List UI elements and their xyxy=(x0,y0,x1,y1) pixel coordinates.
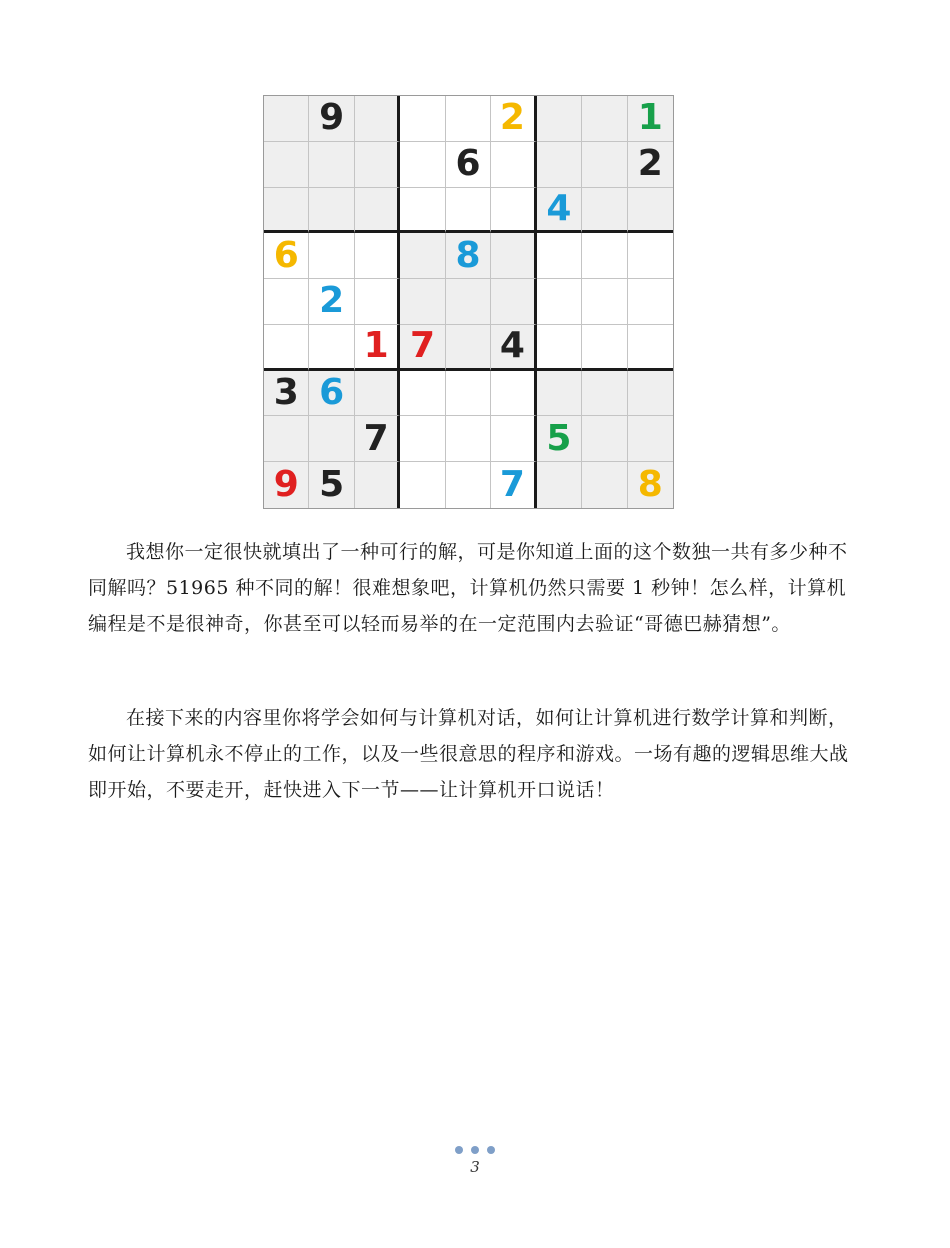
sudoku-cell: 2 xyxy=(309,279,354,325)
sudoku-cell: 9 xyxy=(309,96,354,142)
sudoku-cell xyxy=(446,462,491,508)
footer-dots-ornament xyxy=(0,1146,950,1154)
footer-dot xyxy=(471,1146,479,1154)
sudoku-cell xyxy=(446,371,491,417)
sudoku-cell xyxy=(446,279,491,325)
sudoku-cell xyxy=(628,371,673,417)
sudoku-cell xyxy=(628,325,673,371)
sudoku-cell xyxy=(264,188,309,234)
sudoku-cell: 7 xyxy=(491,462,536,508)
paragraph-sudoku-solutions: 我想你一定很快就填出了一种可行的解，可是你知道上面的这个数独一共有多少种不同解吗？51965 种不同的解！很难想象吧，计算机仍然只需要 1 秒钟！怎么样，计算机编程是不是很神奇，你甚至可以轻而易举的在一定范围内去验证“哥德巴赫猜想”。 xyxy=(88,541,848,635)
sudoku-cell xyxy=(355,279,400,325)
sudoku-cell xyxy=(537,325,582,371)
sudoku-cell xyxy=(582,142,627,188)
sudoku-cell: 3 xyxy=(264,371,309,417)
sudoku-cell xyxy=(355,188,400,234)
sudoku-cell xyxy=(400,233,445,279)
sudoku-cell xyxy=(355,233,400,279)
sudoku-cell xyxy=(355,462,400,508)
sudoku-cell: 4 xyxy=(537,188,582,234)
sudoku-cell xyxy=(264,142,309,188)
sudoku-cell xyxy=(582,462,627,508)
sudoku-cell xyxy=(400,416,445,462)
sudoku-cell xyxy=(491,142,536,188)
sudoku-cell xyxy=(400,142,445,188)
sudoku-cell xyxy=(446,416,491,462)
sudoku-grid xyxy=(263,95,674,509)
sudoku-cell xyxy=(264,279,309,325)
sudoku-cell xyxy=(355,371,400,417)
sudoku-cell xyxy=(491,279,536,325)
sudoku-cell: 6 xyxy=(446,142,491,188)
footer-dot xyxy=(455,1146,463,1154)
sudoku-cell xyxy=(537,142,582,188)
sudoku-cell xyxy=(264,416,309,462)
sudoku-cell xyxy=(582,233,627,279)
sudoku-cell xyxy=(582,279,627,325)
sudoku-cell xyxy=(446,325,491,371)
sudoku-cell xyxy=(264,96,309,142)
sudoku-cell xyxy=(355,142,400,188)
sudoku-cell xyxy=(582,371,627,417)
sudoku-cell xyxy=(309,325,354,371)
sudoku-cell xyxy=(537,96,582,142)
sudoku-cell xyxy=(309,233,354,279)
sudoku-cell xyxy=(355,96,400,142)
sudoku-cell xyxy=(400,96,445,142)
sudoku-cell: 6 xyxy=(264,233,309,279)
sudoku-cell xyxy=(491,188,536,234)
paragraph-next-content: 在接下来的内容里你将学会如何与计算机对话，如何让计算机进行数学计算和判断，如何让计算机永不停止的工作，以及一些很意思的程序和游戏。一场有趣的逻辑思维大战即开始，不要走开，赶快进入下一节——让计算机开口说话！ xyxy=(88,707,849,801)
sudoku-cell: 8 xyxy=(628,462,673,508)
sudoku-cell: 8 xyxy=(446,233,491,279)
sudoku-cell xyxy=(400,279,445,325)
sudoku-cell xyxy=(628,416,673,462)
sudoku-cell: 4 xyxy=(491,325,536,371)
sudoku-cell xyxy=(537,462,582,508)
sudoku-cell xyxy=(628,233,673,279)
sudoku-cell xyxy=(446,96,491,142)
sudoku-cell: 2 xyxy=(491,96,536,142)
sudoku-cell xyxy=(309,188,354,234)
sudoku-cell xyxy=(400,188,445,234)
sudoku-cell xyxy=(309,142,354,188)
sudoku-cell xyxy=(537,371,582,417)
sudoku-cell xyxy=(582,188,627,234)
sudoku-cell xyxy=(446,188,491,234)
sudoku-cell: 5 xyxy=(537,416,582,462)
sudoku-cell xyxy=(582,325,627,371)
sudoku-cell xyxy=(400,371,445,417)
footer-dot xyxy=(487,1146,495,1154)
sudoku-cell: 9 xyxy=(264,462,309,508)
sudoku-cell xyxy=(537,233,582,279)
sudoku-cell xyxy=(628,279,673,325)
sudoku-cell xyxy=(491,371,536,417)
sudoku-cell: 5 xyxy=(309,462,354,508)
sudoku-cell xyxy=(537,279,582,325)
sudoku-cell: 7 xyxy=(355,416,400,462)
sudoku-cell: 1 xyxy=(628,96,673,142)
sudoku-cell xyxy=(491,233,536,279)
sudoku-cell xyxy=(582,416,627,462)
sudoku-cell xyxy=(491,416,536,462)
sudoku-cell: 7 xyxy=(400,325,445,371)
sudoku-cell xyxy=(309,416,354,462)
sudoku-cell xyxy=(582,96,627,142)
sudoku-cell xyxy=(264,325,309,371)
sudoku-cell: 6 xyxy=(309,371,354,417)
sudoku-cell: 1 xyxy=(355,325,400,371)
sudoku-cell xyxy=(628,188,673,234)
page-number: 3 xyxy=(470,1158,480,1176)
sudoku-cell: 2 xyxy=(628,142,673,188)
sudoku-cell xyxy=(400,462,445,508)
